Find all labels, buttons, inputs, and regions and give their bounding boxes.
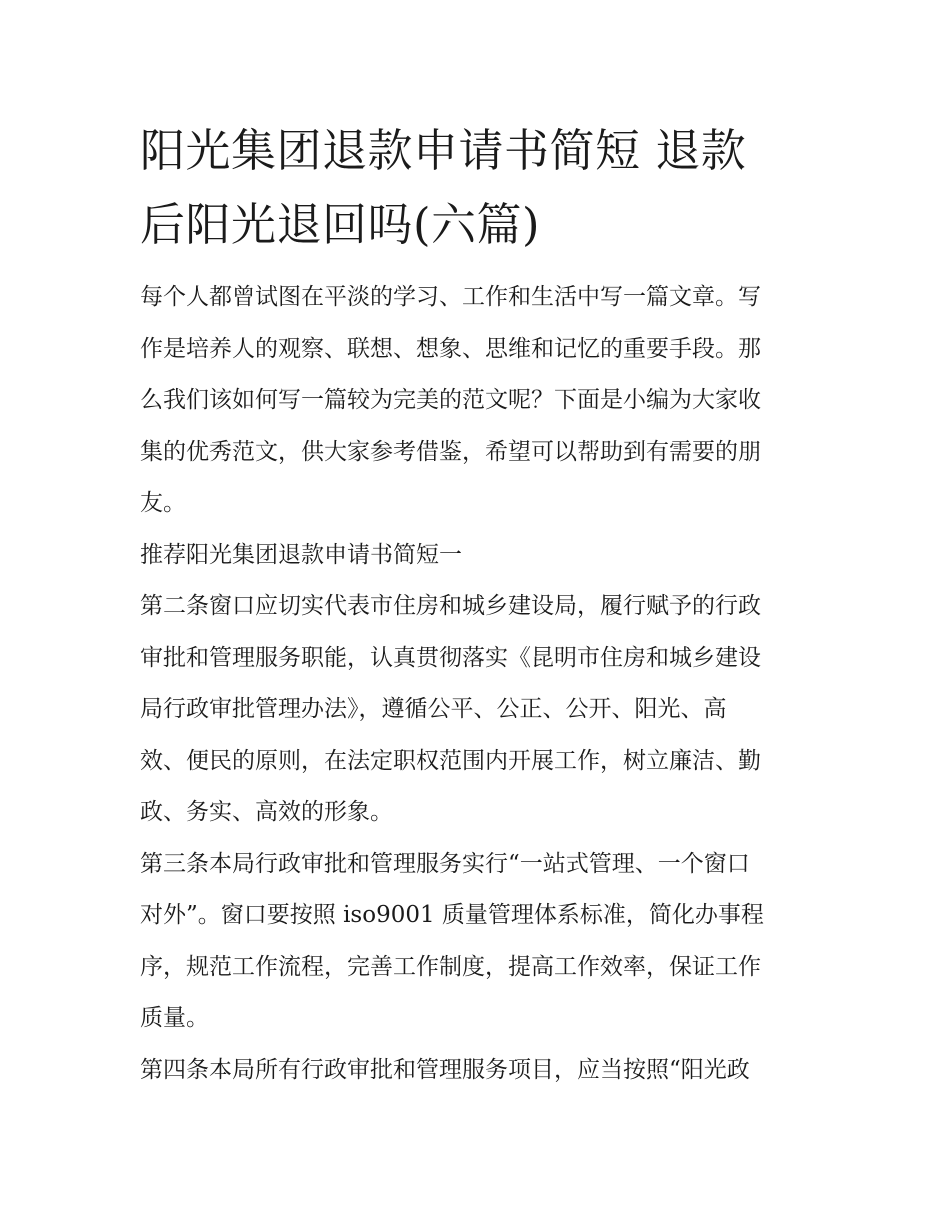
text-line: 第三条本局行政审批和管理服务实行“一站式管理、一个窗口 <box>140 850 750 877</box>
text-line: 审批和管理服务职能，认真贯彻落实《昆明市住房和城乡建设 <box>140 644 761 671</box>
section-heading <box>140 530 816 582</box>
text-line: 局行政审批管理办法》，遵循公平、公正、公开、阳光、高 <box>140 696 727 722</box>
text-line: 第四条本局所有行政审批和管理服务项目，应当按照“阳光政 <box>140 1056 750 1083</box>
text-line: 友。 <box>140 490 186 516</box>
text-line: 效、便民的原则，在法定职权范围内开展工作，树立廉洁、勤 <box>140 747 761 774</box>
document-title <box>140 114 816 262</box>
document-content <box>140 114 816 1096</box>
title-line: 阳光集团退款申请书简短 退款 <box>140 124 747 177</box>
text-line: 集的优秀范文，供大家参考借鉴，希望可以帮助到有需要的朋 <box>140 438 761 465</box>
text-line: 对外”。窗口要按照 iso9001 质量管理体系标准，简化办事程 <box>140 902 764 928</box>
text-line: 么我们该如何写一篇较为完美的范文呢？下面是小编为大家收 <box>140 387 761 413</box>
text-line: 质量。 <box>140 1005 209 1031</box>
text-line: 序，规范工作流程，完善工作制度，提高工作效率，保证工作 <box>140 953 761 980</box>
title-line: 后阳光退回吗(六篇) <box>140 198 541 251</box>
text-line: 推荐阳光集团退款申请书简短一 <box>140 541 462 568</box>
text-line: 政、务实、高效的形象。 <box>140 799 393 825</box>
article-paragraph <box>140 1045 816 1097</box>
article-paragraph <box>140 581 816 839</box>
intro-paragraph <box>140 272 816 530</box>
article-paragraph <box>140 839 816 1045</box>
text-line: 每个人都曾试图在平淡的学习、工作和生活中写一篇文章。写 <box>140 284 761 310</box>
document-body <box>140 272 816 1096</box>
text-line: 作是培养人的观察、联想、想象、思维和记忆的重要手段。那 <box>140 335 761 362</box>
text-line: 第二条窗口应切实代表市住房和城乡建设局，履行赋予的行政 <box>140 593 761 619</box>
